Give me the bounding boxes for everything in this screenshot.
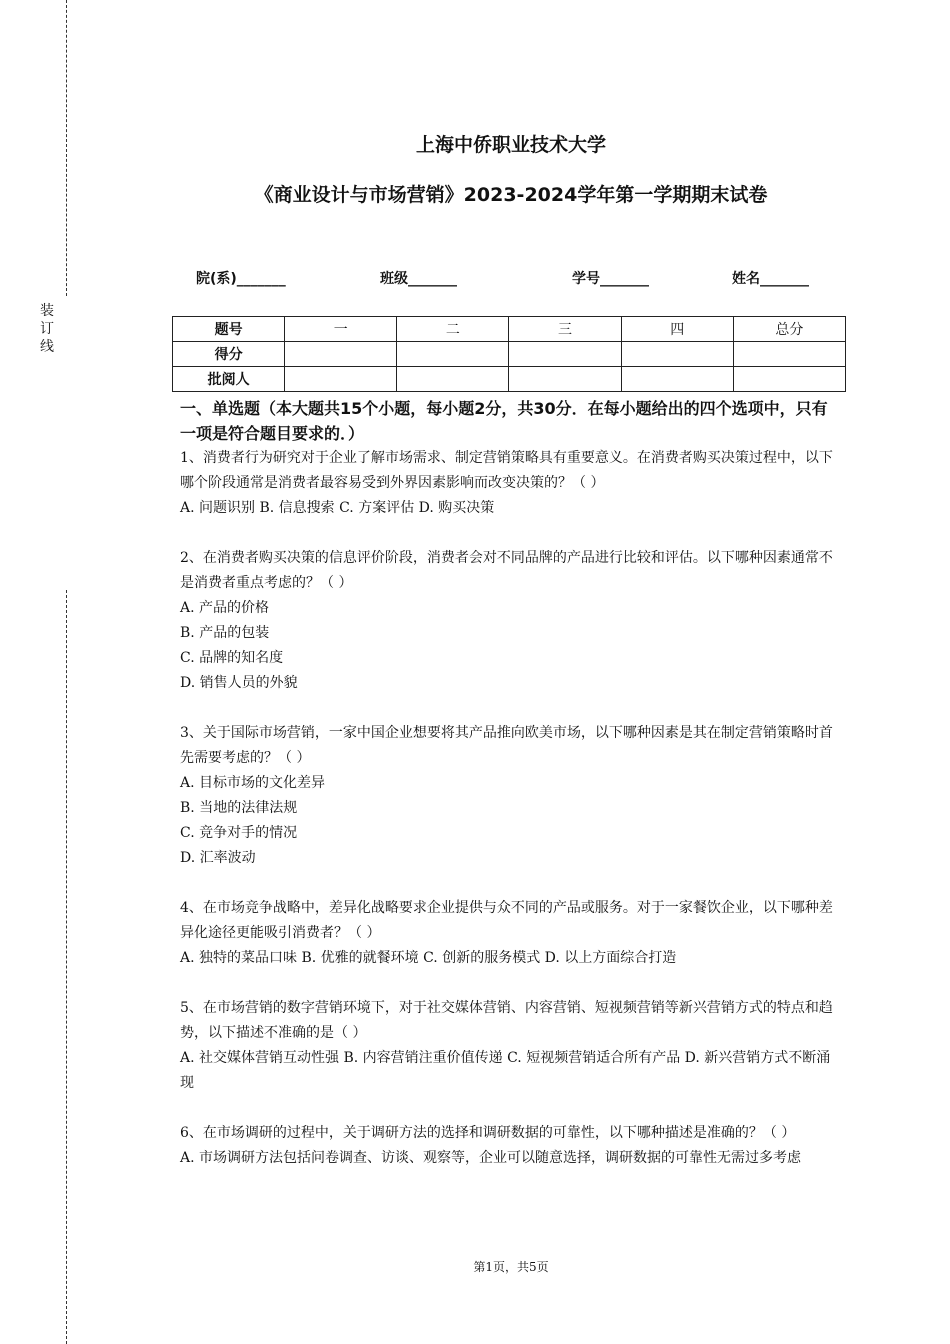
reviewer-cell [285,367,397,392]
score-table-header-row [173,317,846,342]
score-row-label: 得分 [173,342,285,367]
option-c: C. 品牌的知名度 [180,650,284,666]
reviewer-cell [509,367,621,392]
question-stem: 4、在市场竞争战略中，差异化战略要求企业提供与众不同的产品或服务。对于一家餐饮企业，以下哪种差异化途径更能吸引消费者？（ ） [180,900,833,941]
option-c: C. 竞争对手的情况 [180,825,298,841]
table-header-cell: 题号 [173,317,285,342]
option-a: A. 产品的价格 [180,600,270,616]
score-table [172,316,846,392]
question-6 [180,1121,840,1171]
class-field: 班级_______ [380,271,457,287]
option-d: D. 销售人员的外貌 [180,675,298,691]
student-info-row [0,268,950,292]
question-options: A. 问题识别 B. 信息搜索 C. 方案评估 D. 购买决策 [180,500,495,516]
page-footer: 第1页，共5页 [473,1260,549,1274]
reviewer-row [173,367,846,392]
option-a: A. 目标市场的文化差异 [180,775,326,791]
question-stem: 1、消费者行为研究对于企业了解市场需求、制定营销策略具有重要意义。在消费者购买决策过程中，以下哪个阶段通常是消费者最容易受到外界因素影响而改变决策的？（ ） [180,450,833,491]
binding-line-bottom [66,590,67,1344]
department-field: 院(系)_______ [196,271,286,287]
score-cell [733,342,845,367]
option-b: B. 产品的包装 [180,625,270,641]
exam-content [180,396,840,1171]
question-stem: 2、在消费者购买决策的信息评价阶段，消费者会对不同品牌的产品进行比较和评估。以下哪种因素通常不是消费者重点考虑的？（ ） [180,550,833,591]
score-cell [509,342,621,367]
reviewer-row-label: 批阅人 [173,367,285,392]
option-d: D. 汇率波动 [180,850,256,866]
question-stem: 3、关于国际市场营销，一家中国企业想要将其产品推向欧美市场，以下哪种因素是其在制定营销策略时首先需要考虑的？（ ） [180,725,833,766]
question-stem: 6、在市场调研的过程中，关于调研方法的选择和调研数据的可靠性，以下哪种描述是准确的？（ ） [180,1125,796,1141]
table-header-cell: 总分 [733,317,845,342]
student-id-field: 学号_______ [572,271,649,287]
table-header-cell: 三 [509,317,621,342]
binding-label: 装订线 [40,303,54,355]
question-2 [180,546,840,696]
score-cell [621,342,733,367]
question-1 [180,446,840,521]
option-a: A. 市场调研方法包括问卷调查、访谈、观察等，企业可以随意选择，调研数据的可靠性无需过多考虑 [180,1150,802,1166]
reviewer-cell [397,367,509,392]
question-3 [180,721,840,871]
question-stem: 5、在市场营销的数字营销环境下，对于社交媒体营销、内容营销、短视频营销等新兴营销方式的特点和趋势，以下描述不准确的是（ ） [180,1000,833,1041]
name-field: 姓名_______ [732,271,809,287]
reviewer-cell [733,367,845,392]
score-row [173,342,846,367]
table-header-cell: 一 [285,317,397,342]
table-header-cell: 四 [621,317,733,342]
table-header-cell: 二 [397,317,509,342]
score-cell [285,342,397,367]
question-options: A. 社交媒体营销互动性强 B. 内容营销注重价值传递 C. 短视频营销适合所有产品 D. 新兴营销方式不断涌现 [180,1050,831,1091]
question-5 [180,996,840,1096]
option-b: B. 当地的法律法规 [180,800,298,816]
score-cell [397,342,509,367]
exam-title: 《商业设计与市场营销》2023-2024学年第一学期期末试卷 [254,184,768,206]
school-title: 上海中侨职业技术大学 [415,134,606,156]
reviewer-cell [621,367,733,392]
question-options: A. 独特的菜品口味 B. 优雅的就餐环境 C. 创新的服务模式 D. 以上方面综合打造 [180,950,677,966]
section-heading: 一、单选题（本大题共15个小题，每小题2分，共30分．在每小题给出的四个选项中，只有一项是符合题目要求的．） [180,399,828,443]
question-4 [180,896,840,971]
